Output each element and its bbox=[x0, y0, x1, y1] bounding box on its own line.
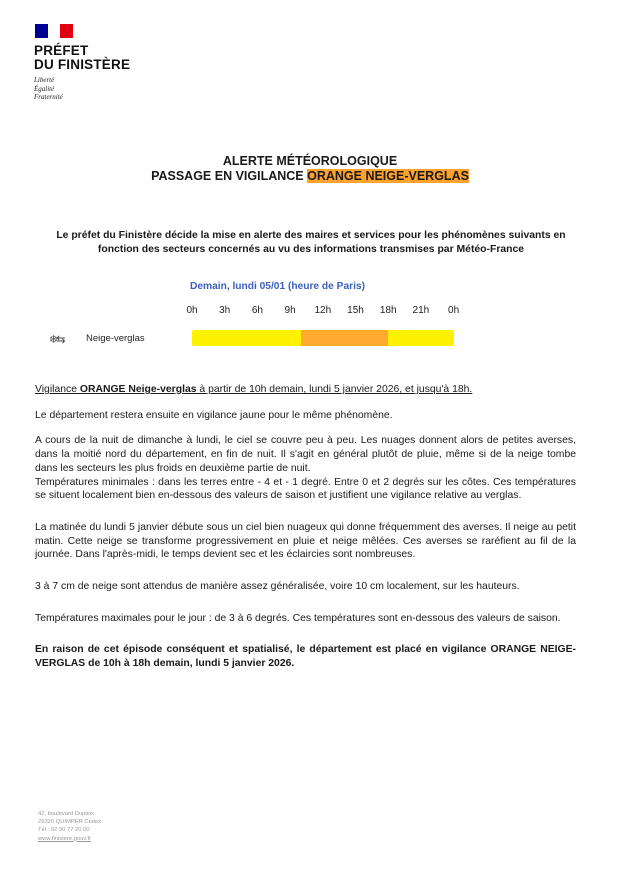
vigilance-timeline-chart bbox=[40, 270, 470, 360]
motto-egalite: Égalité bbox=[34, 84, 55, 93]
time-tick-label: 0h bbox=[186, 305, 198, 316]
time-tick-label: 15h bbox=[347, 305, 364, 316]
motto-liberte: Liberté bbox=[34, 76, 55, 84]
chart-title: Demain, lundi 05/01 (heure de Paris) bbox=[190, 281, 365, 292]
alert-title-line2 bbox=[0, 169, 620, 184]
motto-fraternite: Fraternité bbox=[34, 93, 63, 101]
time-tick-label: 21h bbox=[412, 305, 430, 316]
vigilance-summary-post: à partir de 10h demain, lundi 5 janvier 2026, et jusqu'à 18h. bbox=[196, 384, 473, 395]
alert-title bbox=[0, 154, 620, 184]
time-tick-label: 3h bbox=[219, 305, 231, 316]
vigilance-segment-jaune bbox=[388, 330, 454, 346]
vigilance-summary-level: ORANGE Neige-verglas bbox=[79, 384, 197, 395]
vigilance-bar bbox=[192, 330, 454, 346]
row-label-neige-verglas: Neige-verglas bbox=[86, 333, 145, 344]
time-tick-label: 18h bbox=[379, 305, 397, 316]
footer-website-link[interactable]: www.finistere.gouv.fr bbox=[38, 835, 92, 842]
paragraph-min-temps: Températures minimales : dans les terres entre - 4 et - 1 degré. Entre 0 et 2 degrés sur les côtes. Ces températures se situent localement bien en-dessous des valeurs de saison et justifient une vigilance relative au verglas. bbox=[35, 476, 576, 502]
time-tick-label: 6h bbox=[251, 305, 263, 316]
prefecture-name-line1: PRÉFET bbox=[34, 43, 89, 58]
vigilance-summary-pre: Vigilance bbox=[35, 384, 80, 395]
vigilance-segment-orange bbox=[301, 330, 388, 346]
footer-street: 42, boulevard Dupleix bbox=[38, 811, 95, 817]
bulletin-body bbox=[35, 383, 576, 671]
republic-motto bbox=[34, 76, 130, 102]
prefecture-name bbox=[34, 44, 130, 72]
intro-paragraph: Le préfet du Finistère décide la mise en alerte des maires et services pour les phénomènes suivants en fonction des secteurs concernés au vu des informations transmises par Météo-France bbox=[56, 230, 566, 255]
prefecture-name-line2: DU FINISTÈRE bbox=[34, 57, 131, 72]
footer-city: 29320 QUIMPER Cedex bbox=[38, 819, 102, 826]
time-tick-label: 12h bbox=[314, 305, 332, 316]
prefecture-logo bbox=[34, 24, 130, 102]
alert-title-highlight: ORANGE NEIGE-VERGLAS bbox=[307, 169, 469, 183]
vigilance-summary bbox=[35, 383, 576, 397]
paragraph-max-temps: Températures maximales pour le jour : de 3 à 6 degrés. Ces températures sont en-dessous des valeurs de saison. bbox=[35, 612, 561, 624]
alert-title-prefix: PASSAGE EN VIGILANCE bbox=[151, 169, 308, 183]
paragraph-after: Le département restera ensuite en vigilance jaune pour le même phénomène. bbox=[35, 409, 393, 421]
time-tick-label: 9h bbox=[284, 305, 296, 316]
alert-title-line1: ALERTE MÉTÉOROLOGIQUE bbox=[222, 154, 398, 168]
paragraph-conclusion: En raison de cet épisode conséquent et spatialisé, le département est placé en vigilance ORANGE NEIGE-VERGLAS de 10h à 18h demain, lundi 5 janvier 2026. bbox=[35, 644, 576, 670]
paragraph-snow-depth: 3 à 7 cm de neige sont attendus de manière assez généralisée, voire 10 cm localement, sur les hauteurs. bbox=[35, 581, 520, 593]
time-tick-label: 0h bbox=[448, 305, 460, 316]
marianne-flag-icon bbox=[35, 24, 73, 38]
footer-address bbox=[38, 810, 101, 843]
paragraph-night: A cours de la nuit de dimanche à lundi, le ciel se couvre peu à peu. Les nuages donnent alors de petites averses, dans la moitié nord du département, en fin de nuit. Il s'agit en général plutôt de pluie, même si de la neige tombe dans les secteurs les plus froids en deuxième partie de nuit. bbox=[35, 435, 576, 474]
footer-phone: Tél : 02 90 77 20 00 bbox=[38, 827, 90, 834]
paragraph-morning: La matinée du lundi 5 janvier débute sous un ciel bien nuageux qui donne fréquemment des averses. Il neige au petit matin. Cette neige se transforme progressivement en pluie et neige mêlées. Ces averses se raréfient au fil de la journée. Dans l'après-midi, le temps devient sec et les éclaircies sont nombreuses. bbox=[35, 521, 576, 561]
snow-ice-icon: ❄⇆ bbox=[49, 334, 64, 346]
vigilance-segment-jaune bbox=[192, 330, 301, 346]
